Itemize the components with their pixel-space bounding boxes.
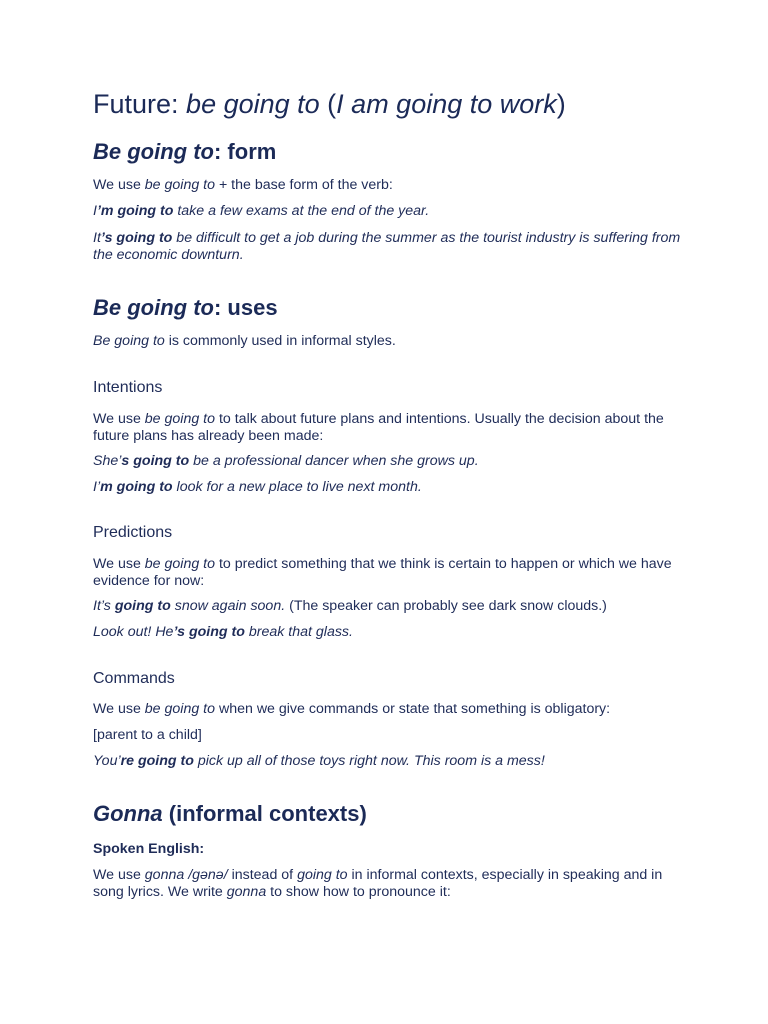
subheading-predictions: Predictions <box>93 524 173 541</box>
text-run: We use <box>93 177 145 193</box>
heading-rest: : form <box>213 139 277 164</box>
bold-run: ’s going to <box>100 230 173 246</box>
bold-italic-run: going to <box>114 598 171 614</box>
title-paren-open: ( <box>319 89 337 119</box>
text-run: I <box>93 203 97 219</box>
form-example-1 <box>93 203 429 220</box>
italic-run: gonna <box>226 883 267 900</box>
text-run: to talk about future plans and intentions. Usually the decision about the future plans has already been made: <box>93 411 664 444</box>
title-paren-close: ) <box>556 89 566 119</box>
section-heading-uses <box>93 295 278 321</box>
text-run: to predict something that we think is certain to happen or which we have evidence for now: <box>93 556 672 589</box>
gonna-paragraph <box>93 867 683 900</box>
italic-run: snow again soon. <box>170 598 286 614</box>
intentions-paragraph <box>93 411 683 444</box>
subheading-intentions: Intentions <box>93 379 163 396</box>
predictions-example-1 <box>93 598 607 615</box>
text-run: is commonly used in informal styles. <box>164 333 396 349</box>
bold-run: re going to <box>120 753 194 769</box>
italic-run: gonna /ɡənə/ <box>144 867 228 883</box>
text-run: It <box>93 230 101 246</box>
page-title <box>93 88 566 120</box>
italic-run: going to <box>297 867 348 883</box>
text-run: (The speaker can probably see dark snow clouds.) <box>285 598 607 614</box>
italic-run: be going to <box>144 556 216 572</box>
commands-example-1 <box>93 753 545 770</box>
text-run: We use <box>93 556 145 572</box>
bold-run: s going to <box>121 453 190 469</box>
text-run: to show how to pronounce it: <box>266 883 451 900</box>
intentions-example-1 <box>93 453 479 470</box>
text-run: You’ <box>93 753 121 769</box>
bold-run: m going to <box>100 479 173 495</box>
text-run: Look out! He <box>93 624 174 640</box>
bold-run: ’m going to <box>96 203 174 219</box>
commands-paragraph <box>93 701 610 718</box>
heading-italic: Gonna <box>93 801 163 826</box>
uses-line <box>93 333 396 350</box>
italic-run: It’s <box>93 598 115 614</box>
text-run: She’ <box>93 453 122 469</box>
title-italic-1: be going to <box>186 89 320 119</box>
section-heading-form <box>93 139 276 165</box>
predictions-paragraph <box>93 556 683 589</box>
text-run: instead of <box>227 867 298 883</box>
intentions-example-2 <box>93 479 422 496</box>
text-run: in informal contexts, especially in speaking and in song lyrics. We write <box>93 867 663 900</box>
text-run: We use <box>93 411 145 427</box>
heading-rest: (informal contexts) <box>162 801 367 826</box>
section-heading-gonna <box>93 801 367 827</box>
title-italic-2: I am going to work <box>336 89 557 119</box>
italic-run: Be going to <box>93 333 165 349</box>
text-run: be difficult to get a job during the summer as the tourist industry is suffering from the economic downturn. <box>93 230 681 263</box>
text-run: We use <box>93 867 145 883</box>
text-run: + the base form of the verb: <box>215 177 393 193</box>
text-run: be a professional dancer when she grows up. <box>189 453 479 469</box>
heading-italic: Be going to <box>93 295 214 320</box>
heading-rest: : uses <box>213 295 278 320</box>
title-prefix: Future: <box>93 89 187 119</box>
subheading-commands: Commands <box>93 670 175 687</box>
form-intro <box>93 177 393 194</box>
text-run: We use <box>93 701 145 717</box>
italic-run: be going to <box>144 177 216 193</box>
commands-note: [parent to a child] <box>93 727 202 743</box>
text-run: pick up all of those toys right now. This room is a mess! <box>193 753 545 769</box>
text-run: look for a new place to live next month. <box>172 479 422 495</box>
text-run: take a few exams at the end of the year. <box>173 203 430 219</box>
italic-run: be going to <box>144 411 216 427</box>
heading-italic: Be going to <box>93 139 214 164</box>
text-run: break that glass. <box>244 624 353 640</box>
form-example-2 <box>93 230 683 263</box>
italic-run: be going to <box>144 701 216 717</box>
bold-run: ’s going to <box>173 624 245 640</box>
subheading-spoken-english: Spoken English: <box>93 841 205 857</box>
text-run: when we give commands or state that something is obligatory: <box>215 701 611 717</box>
text-run: I’ <box>93 479 101 495</box>
predictions-example-2 <box>93 624 353 641</box>
